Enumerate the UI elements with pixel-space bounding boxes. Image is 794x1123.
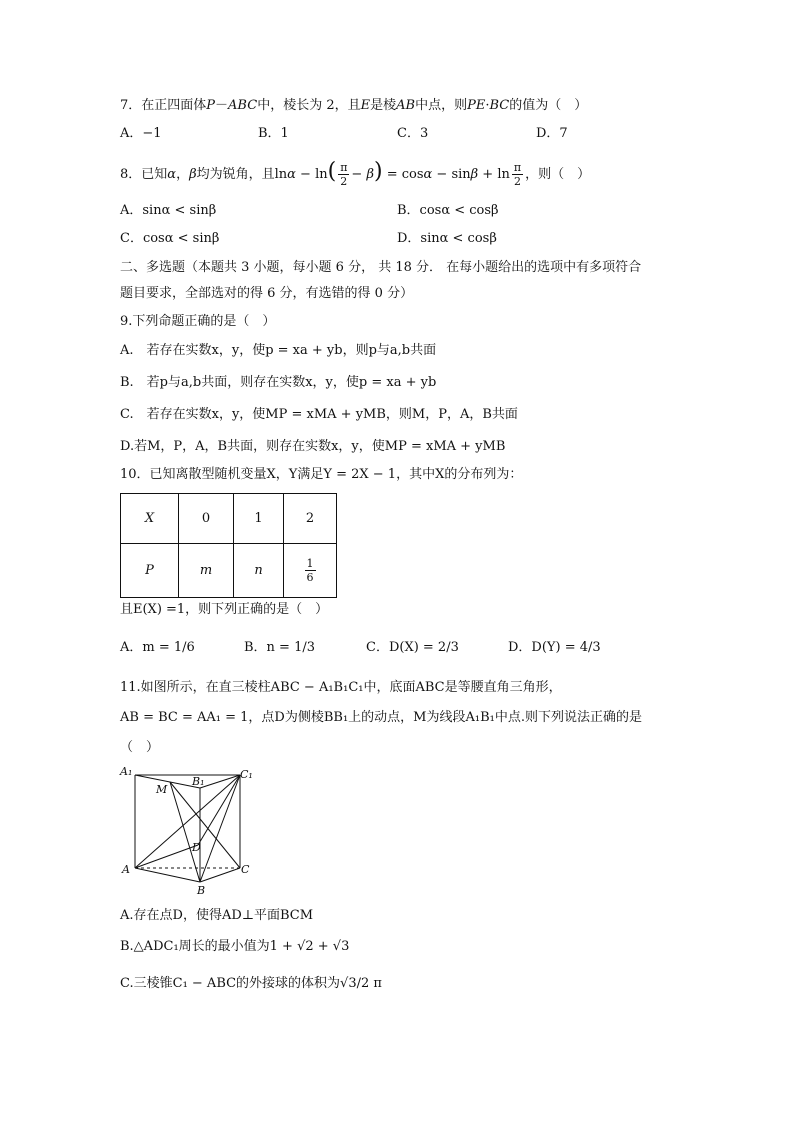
table-cell: m: [179, 544, 234, 598]
q11-stem-line3: （ ）: [120, 740, 160, 755]
label-b1: B₁: [192, 775, 205, 788]
q7-stem-text: 7．在正四面体P－ABC中，棱长为 2，且E是棱AB中点，则PE·BC的值为（ ）: [120, 98, 588, 113]
q8-option-b: B．cosα < cosβ: [397, 203, 499, 218]
label-m: M: [156, 783, 168, 796]
q7-option-c: C．3: [397, 126, 429, 141]
table-cell: n: [234, 544, 284, 598]
q11-stem-line1: 11.如图所示，在直三棱柱ABC − A₁B₁C₁中，底面ABC是等腰直角三角形，: [120, 680, 562, 695]
q10-distribution-table: [120, 493, 337, 598]
q9-stem: 9.下列命题正确的是（ ）: [120, 314, 276, 329]
label-d: D: [192, 841, 201, 854]
q10-option-b: B．n = 1/3: [244, 640, 316, 655]
table-cell: 2: [284, 494, 337, 544]
label-a1: A₁: [120, 765, 133, 778]
q11-option-b: B.△ADC₁周长的最小值为1 + √2 + √3: [120, 939, 350, 954]
q8-option-c: C．cosα < sinβ: [120, 231, 220, 246]
q7-option-a: A．−1: [120, 126, 162, 141]
q7-option-d: D．7: [536, 126, 568, 141]
label-a: A: [122, 863, 130, 876]
label-c: C: [241, 863, 250, 876]
label-c1: C₁: [240, 768, 253, 781]
table-cell: X: [121, 494, 179, 544]
section2-heading: 二、多选题（本题共 3 小题，每小题 6 分， 共 18 分． 在每小题给出的选项中有多项符合: [120, 260, 642, 275]
label-b: B: [197, 884, 206, 895]
table-cell: 1: [234, 494, 284, 544]
table-cell: $\frac{1}{6}$: [284, 544, 337, 598]
section2-heading-line2: 题目要求，全部选对的得 6 分，有选错的得 0 分）: [120, 286, 414, 301]
q9-option-a: A. 若存在实数x，y，使p = xa + yb，则p与a,b共面: [120, 343, 437, 358]
q11-option-a: A.存在点D，使得AD⊥平面BCM: [120, 908, 314, 923]
table-cell: 0: [179, 494, 234, 544]
q11-option-c: C.三棱锥C₁ − ABC的外接球的体积为√3/2 π: [120, 976, 382, 991]
q10-condition: 且E(X) =1，则下列正确的是（ ）: [120, 602, 329, 617]
q11-stem-line2: AB = BC = AA₁ = 1，点D为侧棱BB₁上的动点，M为线段A₁B₁中点.则下列说法正确的是: [120, 710, 642, 725]
q9-option-c: C. 若存在实数x，y，使MP = xMA + yMB，则M，P，A，B共面: [120, 407, 518, 422]
q10-option-c: C．D(X) = 2/3: [366, 640, 459, 655]
prism-figure: [118, 765, 258, 895]
q7-option-b: B．1: [258, 126, 289, 141]
q8-option-a: A．sinα < sinβ: [120, 203, 217, 218]
table-cell: P: [121, 544, 179, 598]
q8-option-d: D．sinα < cosβ: [397, 231, 497, 246]
q9-option-b: B. 若p与a,b共面，则存在实数x，y，使p = xa + yb: [120, 375, 437, 390]
q8-stem: 8．已知α，β均为锐角，且lnα − ln( $\frac{\pi}{2}$ − β) = cosα − sinβ + ln $\frac{\pi}{2}$ ，则（ ）: [120, 159, 591, 188]
q10-option-d: D．D(Y) = 4/3: [508, 640, 601, 655]
q7-stem: [120, 96, 587, 116]
q10-stem: 10．已知离散型随机变量X，Y满足Y = 2X − 1，其中X的分布列为：: [120, 467, 523, 482]
q9-option-d: D.若M，P，A，B共面，则存在实数x，y，使MP = xMA + yMB: [120, 439, 506, 454]
q10-option-a: A．m = 1/6: [120, 640, 195, 655]
